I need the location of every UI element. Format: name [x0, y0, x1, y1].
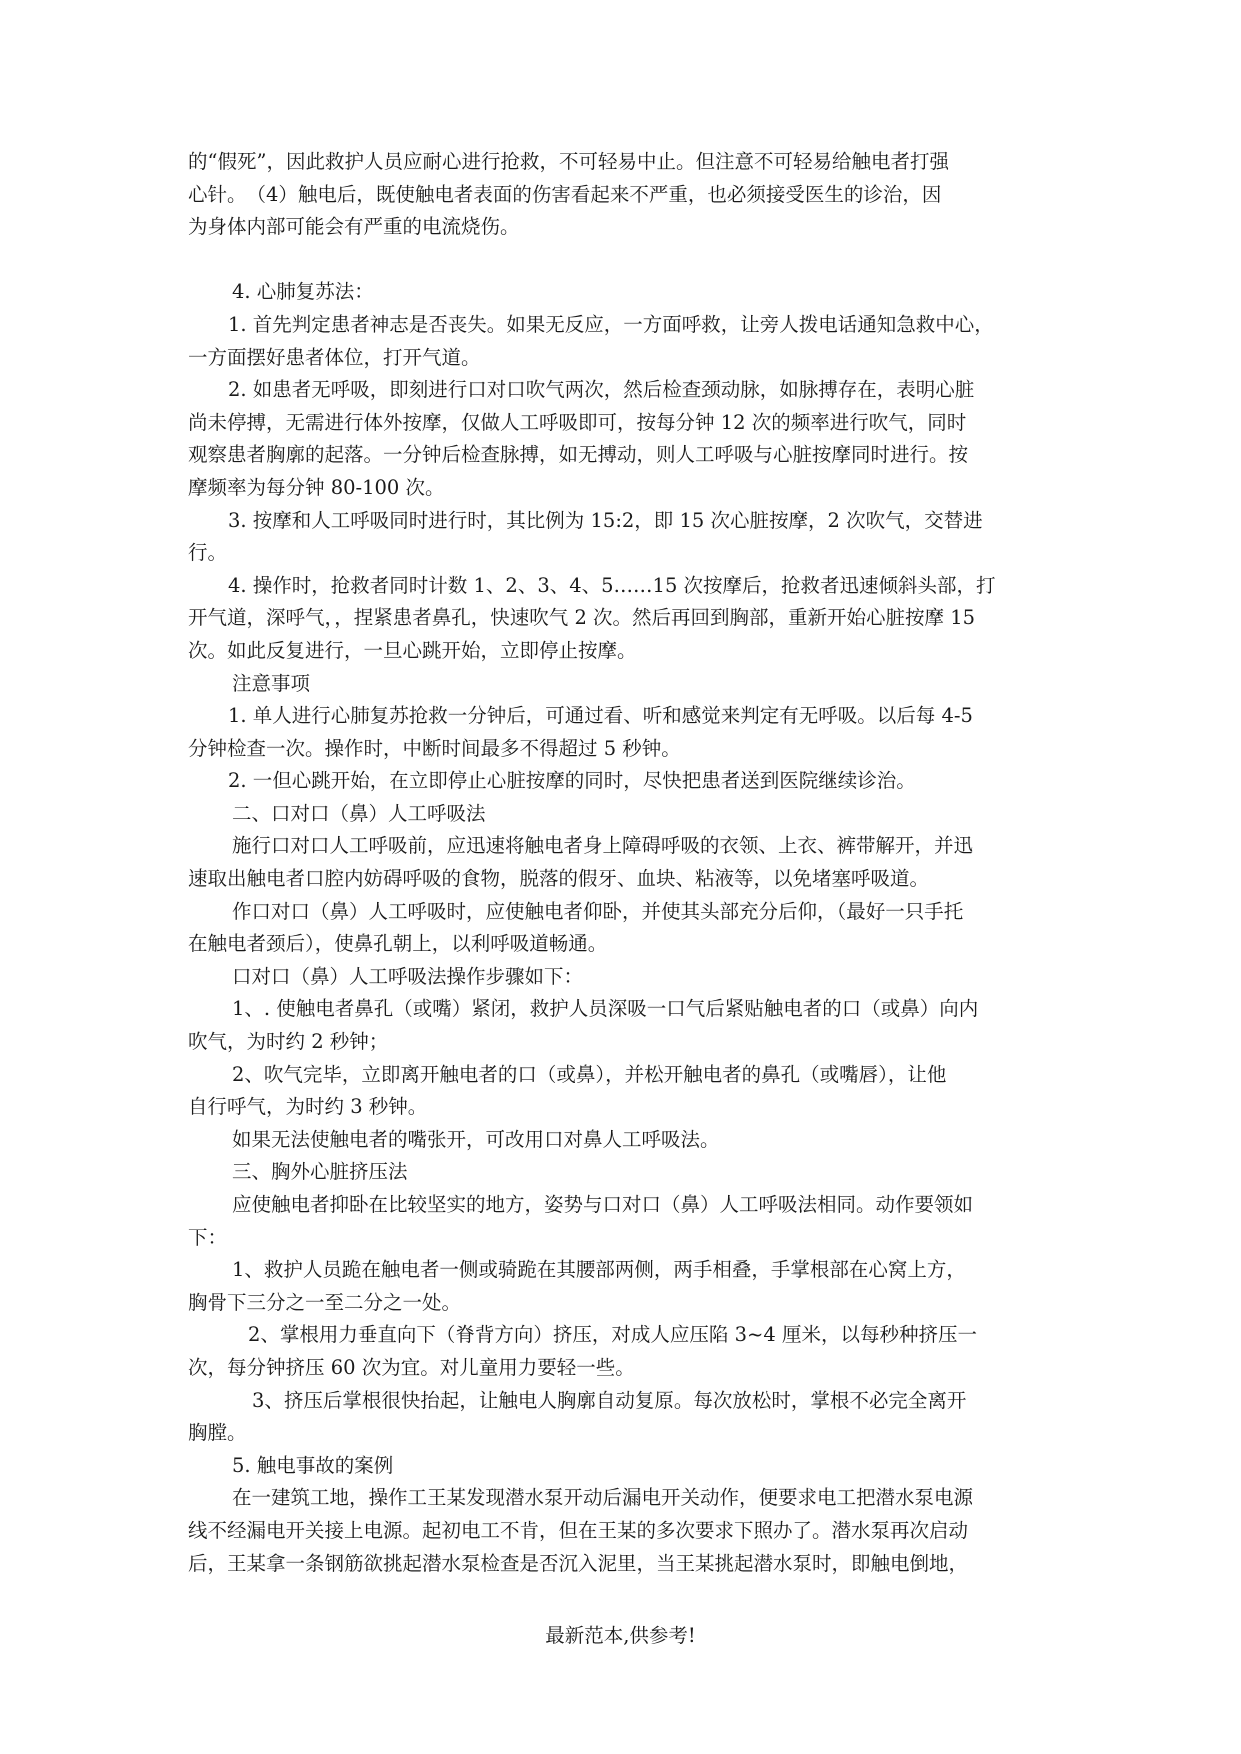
text-line: 口对口（鼻）人工呼吸法操作步骤如下： [232, 964, 584, 988]
text-line: 次，每分钟挤压 60 次为宜。对儿童用力要轻一些。 [188, 1355, 635, 1379]
text-line: 4. 操作时，抢救者同时计数 1、2、3、4、5……15 次按摩后，抢救者迅速倾斜头部，打 [228, 573, 996, 597]
text-line: 胸骨下三分之一至二分之一处。 [188, 1290, 462, 1314]
text-line: 吹气，为时约 2 秒钟； [188, 1030, 389, 1054]
text-line: 次。如此反复进行，一旦心跳开始，立即停止按摩。 [188, 638, 637, 662]
text-line: 在触电者颈后），使鼻孔朝上，以利呼吸道畅通。 [188, 932, 608, 956]
section-heading: 4. 心肺复苏法： [232, 280, 374, 304]
text-line: 线不经漏电开关接上电源。起初电工不肯，但在王某的多次要求下照办了。潜水泵再次启动 [188, 1518, 969, 1542]
text-line: 一方面摆好患者体位，打开气道。 [188, 345, 481, 369]
text-line: 摩频率为每分钟 80-100 次。 [188, 475, 445, 499]
text-line: 2. 如患者无呼吸，即刻进行口对口吹气两次，然后检查颈动脉，如脉搏存在，表明心脏 [228, 378, 975, 402]
text-line: 为身体内部可能会有严重的电流烧伤。 [188, 215, 520, 239]
text-line: 观察患者胸廓的起落。一分钟后检查脉搏，如无搏动，则人工呼吸与心脏按摩同时进行。按 [188, 443, 969, 467]
text-line: 应使触电者抑卧在比较坚实的地方，姿势与口对口（鼻）人工呼吸法相同。动作要领如 [232, 1193, 974, 1216]
text-line: 1、. 使触电者鼻孔（或嘴）紧闭，救护人员深吸一口气后紧贴触电者的口（或鼻）向内 [232, 997, 979, 1021]
section-heading: 二、口对口（鼻）人工呼吸法 [232, 801, 486, 825]
text-line: 的“假死”，因此救护人员应耐心进行抢救，不可轻易中止。但注意不可轻易给触电者打强 [188, 150, 949, 173]
text-line: 自行呼气，为时约 3 秒钟。 [188, 1095, 428, 1119]
text-line: 2、掌根用力垂直向下（脊背方向）挤压，对成人应压陷 3~4 厘米，以每秒种挤压一 [248, 1323, 977, 1347]
text-line: 心针。 （4）触电后，既使触电者表面的伤害看起来不严重，也必须接受医生的诊治，因 [188, 182, 942, 206]
text-line: 3. 按摩和人工呼吸同时进行时，其比例为 15:2，即 15 次心脏按摩，2 次吹气，交替进 [228, 508, 983, 532]
text-line: 1. 单人进行心肺复苏抢救一分钟后，可通过看、听和感觉来判定有无呼吸。以后每 4-5 [228, 704, 973, 728]
section-heading: 注意事项 [232, 671, 311, 695]
text-line: 胸膛。 [188, 1421, 247, 1445]
text-line: 2、吹气完毕，立即离开触电者的口（或鼻），并松开触电者的鼻孔（或嘴唇），让他 [232, 1062, 947, 1086]
text-line: 开气道，深呼气，，捏紧患者鼻孔，快速吹气 2 次。然后再回到胸部，重新开始心脏按摩 15 [188, 606, 976, 630]
text-line: 施行口对口人工呼吸前，应迅速将触电者身上障碍呼吸的衣领、上衣、裤带解开，并迅 [232, 834, 974, 858]
text-line: 1、救护人员跪在触电者一侧或骑跪在其腰部两侧，两手相叠，手掌根部在心窝上方， [232, 1258, 966, 1282]
text-line: 在一建筑工地，操作工王某发现潜水泵开动后漏电开关动作，便要求电工把潜水泵电源 [232, 1486, 974, 1510]
text-line: 1. 首先判定患者神志是否丧失。如果无反应，一方面呼救，让旁人拨电话通知急救中心， [228, 312, 994, 336]
text-line: 尚未停搏，无需进行体外按摩，仅做人工呼吸即可，按每分钟 12 次的频率进行吹气，同时 [188, 410, 967, 434]
text-line: 下： [188, 1225, 228, 1249]
page-footer: 最新范本,供参考! [545, 1624, 696, 1647]
text-line: 2. 一但心跳开始，在立即停止心脏按摩的同时，尽快把患者送到医院继续诊治。 [228, 769, 916, 793]
text-line: 如果无法使触电者的嘴张开，可改用口对鼻人工呼吸法。 [232, 1127, 720, 1151]
text-line: 分钟检查一次。操作时，中断时间最多不得超过 5 秒钟。 [188, 736, 681, 760]
text-line: 速取出触电者口腔内妨碍呼吸的食物，脱落的假牙、血块、粘液等，以免堵塞呼吸道。 [188, 867, 930, 891]
blank-line [188, 244, 1056, 277]
text-line: 作口对口（鼻）人工呼吸时，应使触电者仰卧，并使其头部充分后仰，（最好一只手托 [232, 899, 964, 923]
section-heading: 三、胸外心脏挤压法 [232, 1160, 408, 1184]
section-heading: 5. 触电事故的案例 [232, 1453, 394, 1477]
text-line: 后，王某拿一条钢筋欲挑起潜水泵检查是否沉入泥里，当王某挑起潜水泵时，即触电倒地， [188, 1551, 969, 1575]
text-line: 行。 [188, 541, 228, 565]
document-body [188, 146, 1056, 1580]
text-line: 3、挤压后掌根很快抬起，让触电人胸廓自动复原。每次放松时，掌根不必完全离开 [252, 1388, 967, 1412]
